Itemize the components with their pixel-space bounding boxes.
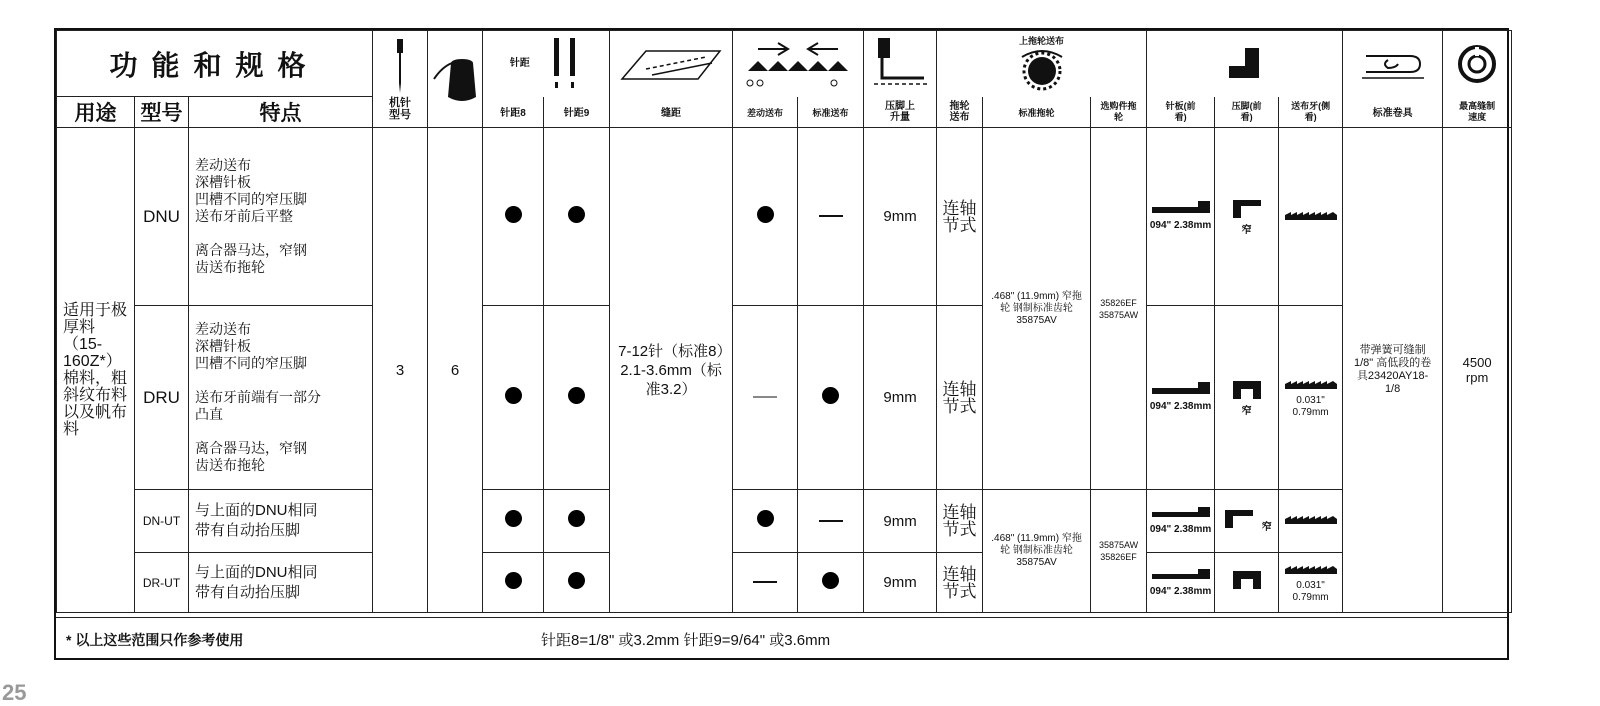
puller-gear-icon bbox=[1012, 47, 1072, 93]
header-opt-puller: 选购件拖轮 bbox=[1091, 97, 1147, 128]
table-row bbox=[57, 128, 1512, 306]
feature-line: 与上面的DNU相同 bbox=[195, 502, 318, 519]
diff-dru bbox=[733, 306, 798, 490]
header-needle-type bbox=[373, 31, 428, 128]
reference-note: * 以上这些范围只作参考使用 bbox=[66, 632, 244, 648]
filled-dot-mark bbox=[568, 387, 585, 404]
dash-mark bbox=[819, 520, 843, 522]
std-dru bbox=[798, 306, 864, 490]
feature-line: 齿送布拖轮 bbox=[195, 457, 265, 473]
model-dn-ut: DN-UT bbox=[135, 490, 189, 553]
header-model: 型号 bbox=[135, 97, 189, 128]
opt-puller-group2: 35875AW 35826EF bbox=[1091, 490, 1147, 613]
speed-value: 4500 rpm bbox=[1443, 128, 1512, 613]
table-row bbox=[57, 306, 1512, 490]
puller-dru: 连轴节式 bbox=[937, 306, 983, 490]
header-stitch: 缝距 bbox=[610, 97, 733, 128]
header-title-cell bbox=[57, 31, 373, 97]
feature-line bbox=[195, 423, 366, 440]
plate-dru: 094" 2.38mm bbox=[1147, 306, 1215, 490]
filled-dot-mark bbox=[822, 572, 839, 589]
g8-dru bbox=[483, 306, 544, 490]
filled-dot-mark bbox=[822, 387, 839, 404]
header-diff-feed: 差动送布 bbox=[733, 97, 798, 128]
header-stitch-icon bbox=[610, 31, 733, 97]
feature-line: 凸直 bbox=[195, 406, 223, 422]
header-std-hemmer: 标准卷具 bbox=[1343, 97, 1443, 128]
filled-dot-mark bbox=[568, 206, 585, 223]
channel-foot-icon bbox=[1229, 377, 1265, 401]
header-features: 特点 bbox=[189, 97, 373, 128]
filled-dot-mark bbox=[505, 572, 522, 589]
needle-plate-icon bbox=[1150, 507, 1212, 519]
plate-dn-ut: 094" 2.38mm bbox=[1147, 490, 1215, 553]
channel-foot-icon bbox=[1229, 569, 1265, 591]
filled-dot-mark bbox=[505, 387, 522, 404]
lift-dnu: 9mm bbox=[864, 128, 937, 306]
diff-dr-ut bbox=[733, 553, 798, 613]
dash-mark bbox=[753, 581, 777, 583]
fabric-stitch-icon bbox=[616, 39, 726, 89]
feature-line: 带有自动抬压脚 bbox=[195, 522, 301, 539]
header-gauge bbox=[483, 31, 610, 97]
gauge-label: 针距 bbox=[509, 57, 530, 69]
header-lift: 压脚上升量 bbox=[864, 97, 937, 128]
model-dnu: DNU bbox=[135, 128, 189, 306]
page-number: 25 bbox=[2, 680, 27, 705]
feed-dog-icon bbox=[1283, 515, 1339, 525]
feature-line: 差动送布 bbox=[195, 157, 251, 173]
feed-dog-icon bbox=[1283, 380, 1339, 390]
std-dn-ut bbox=[798, 490, 864, 553]
header-puller-feed: 拖轮送布 bbox=[937, 97, 983, 128]
feature-line: 凹槽不同的窄压脚 bbox=[195, 355, 307, 371]
feature-line: 离合器马达，窄钢 bbox=[195, 242, 307, 258]
hemmer-value: 带弹簧可缝制1/8" 高低段的卷具23420AY18-1/8 bbox=[1343, 128, 1443, 613]
puller-dr-ut: 连轴节式 bbox=[937, 553, 983, 613]
features-dnu bbox=[189, 128, 373, 306]
table-row bbox=[57, 490, 1512, 553]
dash-mark bbox=[753, 396, 777, 398]
foot-dr-ut bbox=[1215, 553, 1279, 613]
features-dru bbox=[189, 306, 373, 490]
filled-dot-mark bbox=[568, 510, 585, 527]
l-bracket-icon bbox=[1225, 44, 1265, 84]
features-dn-ut bbox=[189, 490, 373, 553]
g8-dr-ut bbox=[483, 553, 544, 613]
header-speed-icon bbox=[1443, 31, 1512, 97]
feature-line: 深槽针板 bbox=[195, 174, 251, 190]
diff-dn-ut bbox=[733, 490, 798, 553]
header-presser-foot: 压脚(前看) bbox=[1215, 97, 1279, 128]
lift-dru: 9mm bbox=[864, 306, 937, 490]
needle-plate-icon bbox=[1150, 382, 1212, 396]
feature-line: 送布牙前后平整 bbox=[195, 208, 293, 224]
feature-line: 与上面的DNU相同 bbox=[195, 563, 318, 581]
std-puller-group1: .468" (11.9mm) 窄拖轮 钢制标准齿轮 35875AV bbox=[983, 128, 1091, 490]
needle-plate-icon bbox=[1150, 201, 1212, 215]
needle-type-value: 3 bbox=[373, 128, 428, 613]
features-dr-ut bbox=[189, 553, 373, 613]
filled-dot-mark bbox=[505, 206, 522, 223]
feature-line: 差动送布 bbox=[195, 321, 251, 337]
g9-dr-ut bbox=[544, 553, 610, 613]
spec-table bbox=[56, 30, 1512, 613]
header-feed-icon bbox=[733, 31, 864, 97]
g9-dru bbox=[544, 306, 610, 490]
dog-dnu bbox=[1279, 128, 1343, 306]
feature-line bbox=[195, 372, 366, 389]
model-dr-ut: DR-UT bbox=[135, 553, 189, 613]
narrow-foot-icon bbox=[1221, 508, 1257, 530]
std-dnu bbox=[798, 128, 864, 306]
std-dr-ut bbox=[798, 553, 864, 613]
header-feed-dog: 送布牙(侧看) bbox=[1279, 97, 1343, 128]
header-gauge9: 针距9 bbox=[544, 97, 610, 128]
plate-dr-ut: 094" 2.38mm bbox=[1147, 553, 1215, 613]
puller-dnu: 连轴节式 bbox=[937, 128, 983, 306]
g9-dnu bbox=[544, 128, 610, 306]
feed-arrows-icon bbox=[738, 39, 858, 89]
header-plate-icon bbox=[1147, 31, 1343, 97]
foot-dn-ut: 窄 bbox=[1215, 490, 1279, 553]
dash-mark bbox=[819, 215, 843, 217]
header-max-speed: 最高缝制速度 bbox=[1443, 97, 1512, 128]
lift-dn-ut: 9mm bbox=[864, 490, 937, 553]
g8-dn-ut bbox=[483, 490, 544, 553]
dog-dru: 0.031" 0.79mm bbox=[1279, 306, 1343, 490]
hemmer-icon bbox=[1358, 44, 1428, 84]
feed-dog-icon bbox=[1283, 565, 1339, 575]
double-needle-icon bbox=[548, 36, 582, 92]
header-puller bbox=[937, 31, 1147, 97]
feature-line bbox=[195, 225, 366, 242]
feed-dog-icon bbox=[1283, 211, 1339, 221]
header-usage: 用途 bbox=[57, 97, 135, 128]
feature-line: 深槽针板 bbox=[195, 338, 251, 354]
needle-plate-icon bbox=[1150, 569, 1212, 581]
opt-puller-group1: 35826EF 35875AW bbox=[1091, 128, 1147, 490]
table-row bbox=[57, 553, 1512, 613]
dog-dr-ut: 0.031" 0.79mm bbox=[1279, 553, 1343, 613]
gauge-note: 针距8=1/8" 或3.2mm 针距9=9/64" 或3.6mm bbox=[541, 632, 831, 649]
foot-dnu: 窄 bbox=[1215, 128, 1279, 306]
speed-spiral-icon bbox=[1455, 42, 1499, 86]
header-thread bbox=[428, 31, 483, 128]
std-puller-group2: .468" (11.9mm) 窄拖轮 钢制标准齿轮 35875AV bbox=[983, 490, 1091, 613]
spec-sheet bbox=[54, 28, 1509, 660]
feature-line: 离合器马达，窄钢 bbox=[195, 440, 307, 456]
filled-dot-mark bbox=[757, 510, 774, 527]
header-std-feed: 标准送布 bbox=[798, 97, 864, 128]
filled-dot-mark bbox=[568, 572, 585, 589]
plate-dnu: 094" 2.38mm bbox=[1147, 128, 1215, 306]
needle-icon bbox=[390, 37, 410, 97]
footer-note bbox=[56, 617, 1507, 658]
puller-dn-ut: 连轴节式 bbox=[937, 490, 983, 553]
header-std-puller: 标准拖轮 bbox=[983, 97, 1091, 128]
page-title: 功能和规格 bbox=[109, 49, 320, 81]
stitch-value: 7-12针（标准8）2.1-3.6mm（标准3.2） bbox=[610, 128, 733, 613]
thread-cone-icon bbox=[432, 49, 478, 109]
feature-line: 凹槽不同的窄压脚 bbox=[195, 191, 307, 207]
usage-cell: 适用于极厚料（15-160Z*）棉料，粗斜纹布料以及帆布料 bbox=[57, 128, 135, 613]
filled-dot-mark bbox=[757, 206, 774, 223]
g9-dn-ut bbox=[544, 490, 610, 553]
lift-dr-ut: 9mm bbox=[864, 553, 937, 613]
foot-dru: 窄 bbox=[1215, 306, 1279, 490]
puller-title: 上拖轮送布 bbox=[1019, 35, 1065, 46]
filled-dot-mark bbox=[505, 510, 522, 527]
g8-dnu bbox=[483, 128, 544, 306]
narrow-foot-icon bbox=[1229, 196, 1265, 220]
model-dru: DRU bbox=[135, 306, 189, 490]
feature-line: 齿送布拖轮 bbox=[195, 259, 265, 275]
thread-value: 6 bbox=[428, 128, 483, 613]
feature-line: 带有自动抬压脚 bbox=[195, 583, 301, 601]
header-gauge8: 针距8 bbox=[483, 97, 544, 128]
feature-line: 送布牙前端有一部分 bbox=[195, 389, 321, 405]
presser-foot-icon bbox=[868, 36, 932, 92]
header-hemmer-icon bbox=[1343, 31, 1443, 97]
diff-dnu bbox=[733, 128, 798, 306]
header-needle-plate: 针板(前看) bbox=[1147, 97, 1215, 128]
dog-dn-ut bbox=[1279, 490, 1343, 553]
header-lift-icon bbox=[864, 31, 937, 97]
needle-type-label: 机针型号 bbox=[389, 97, 412, 121]
